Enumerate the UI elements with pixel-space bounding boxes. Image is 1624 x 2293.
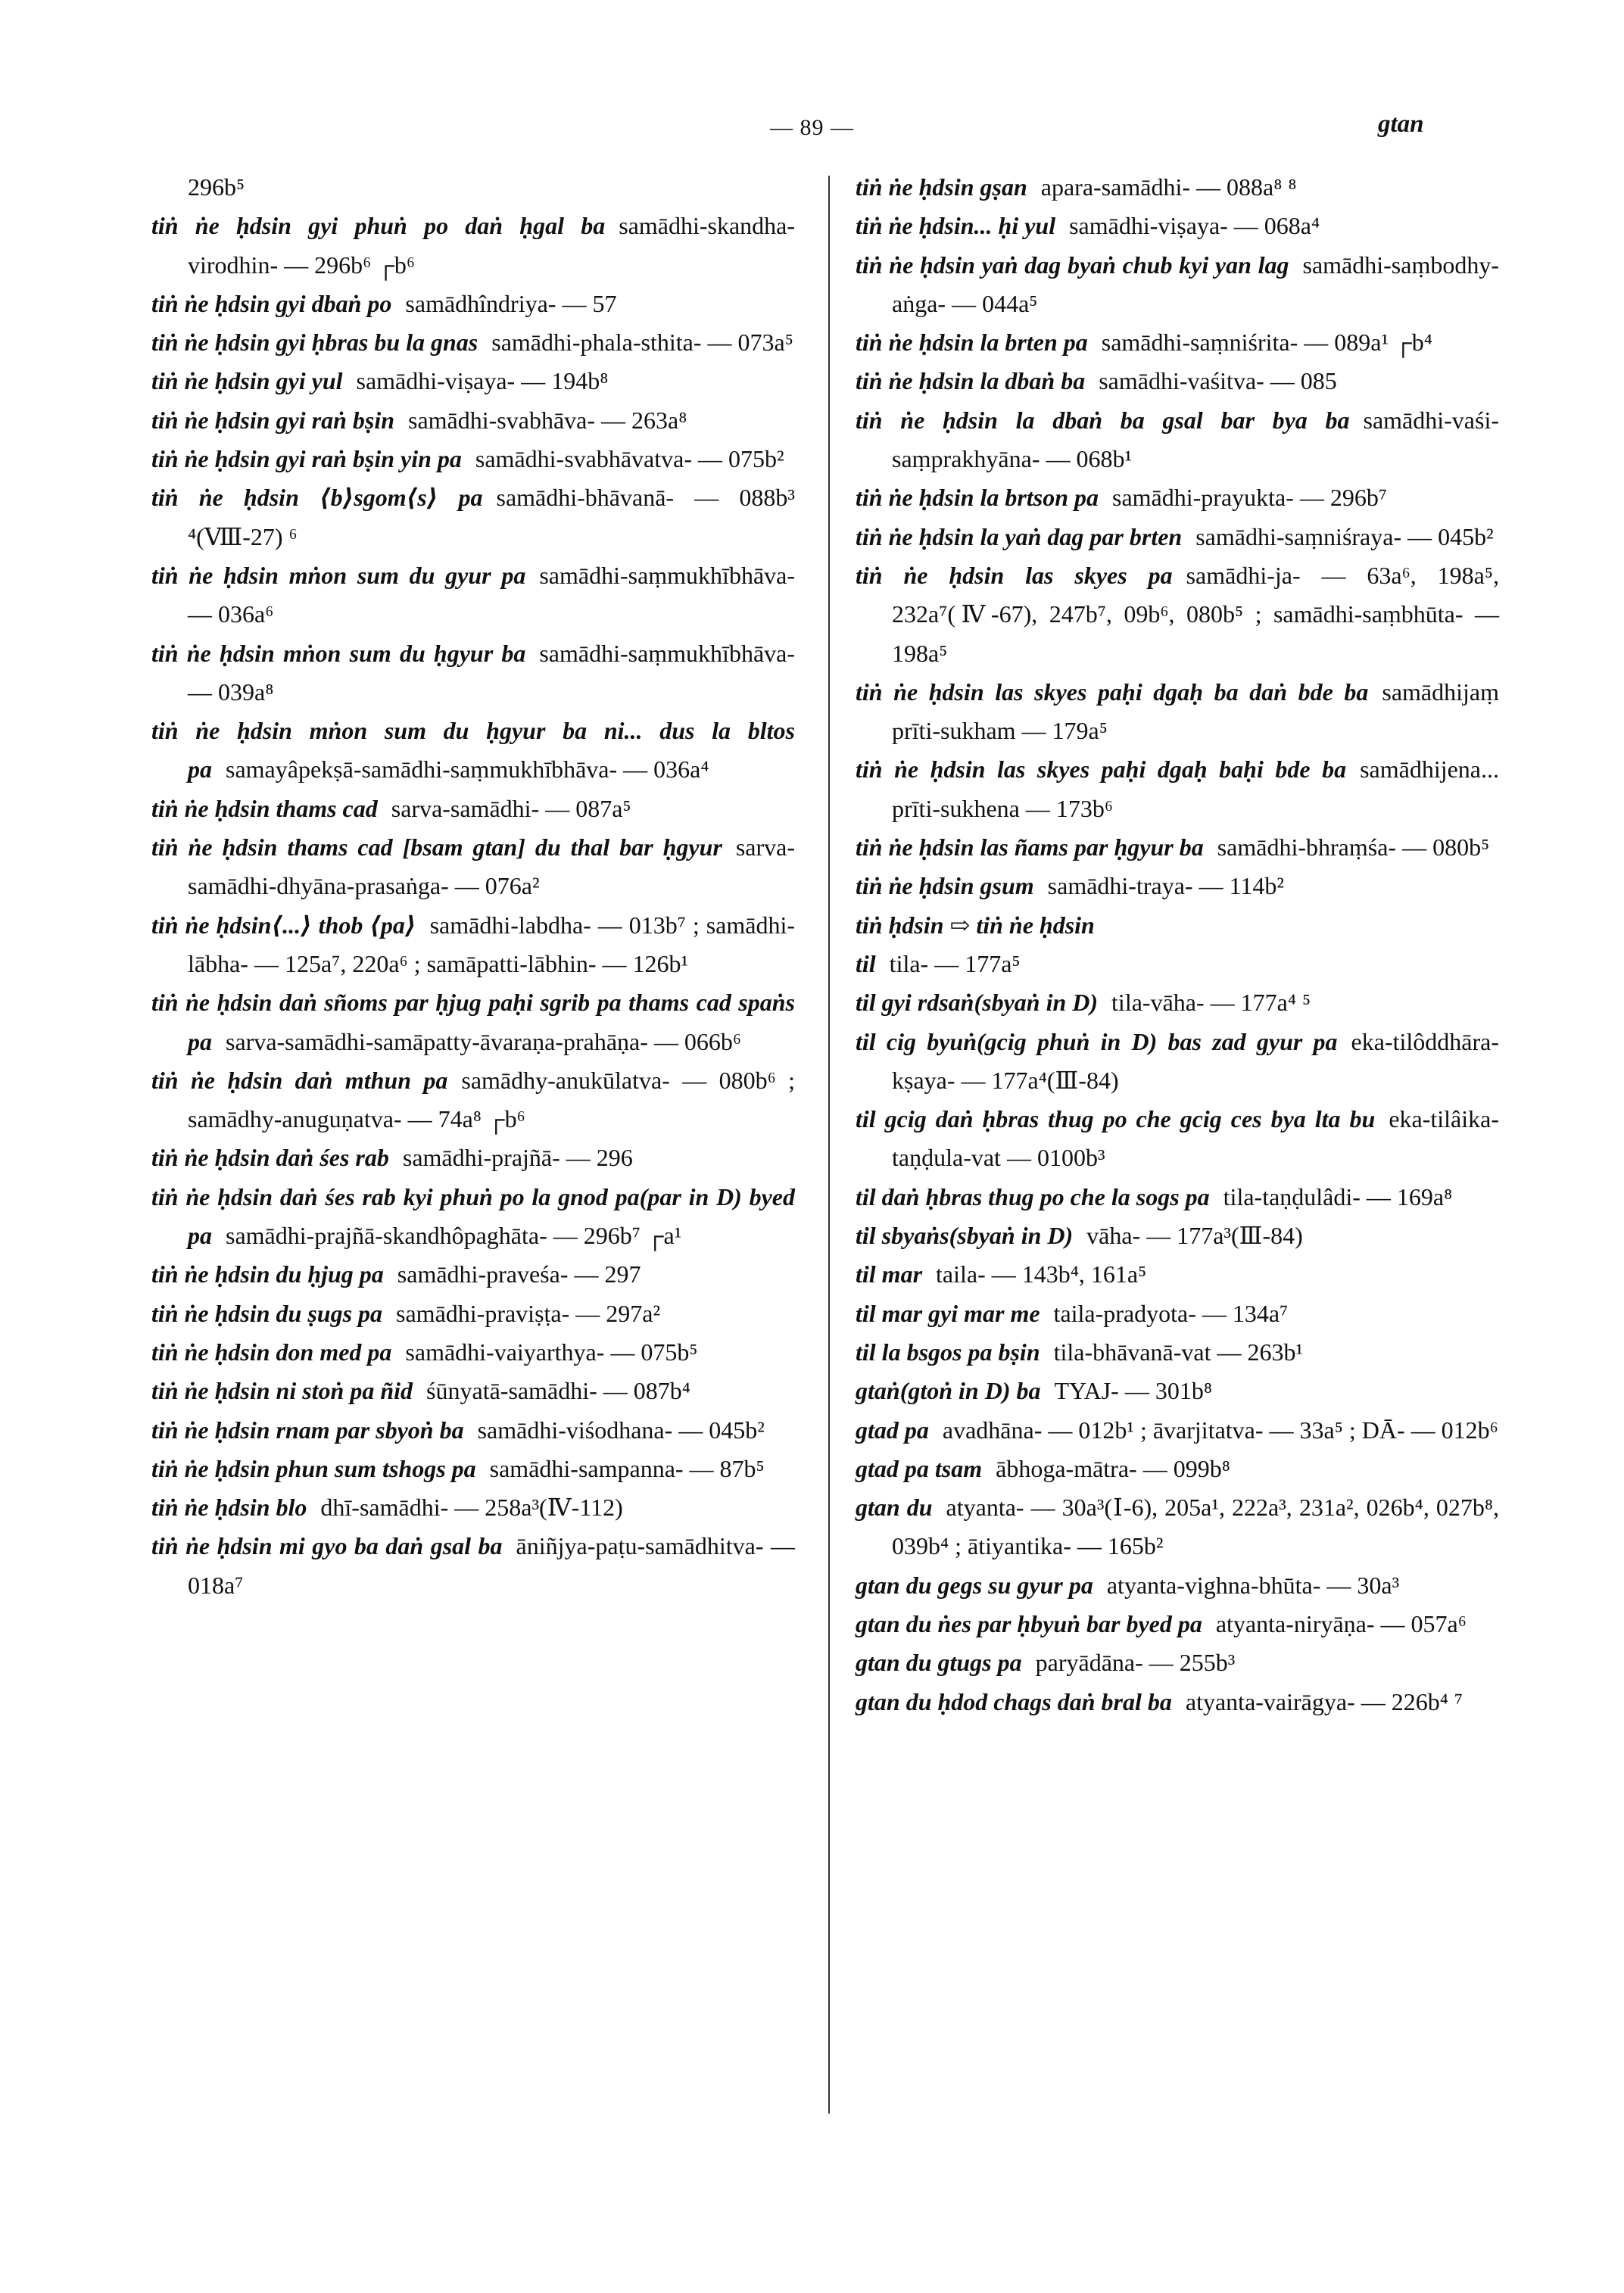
entry-headword: tiṅ ṅe ḥdsin ⟨b⟩sgom⟨s⟩ pa [151, 484, 483, 512]
entry-definition: tila-bhāvanā-vat — 263b¹ [1053, 1338, 1304, 1366]
entry-definition: taila- — 143b⁴, 161a⁵ [936, 1260, 1147, 1288]
entry-headword: gtan du gegs su gyur pa [856, 1571, 1093, 1599]
entry-headword: til cig byuṅ(gcig phuṅ in D) bas zad gyur pa [856, 1027, 1338, 1055]
dictionary-entry [856, 1683, 1499, 1721]
dictionary-entry [856, 1294, 1499, 1333]
entry-headword: tiṅ ṅe ḥdsin mi gyo ba daṅ gsal ba [151, 1532, 503, 1560]
entry-definition: samādhi-svabhāvatva- — 075b² [475, 445, 784, 473]
entry-definition: samādhi-praviṣṭa- — 297a² [396, 1299, 661, 1327]
dictionary-entry [856, 867, 1499, 905]
dictionary-entry [151, 634, 795, 712]
dictionary-entry [151, 1294, 795, 1333]
entry-headword: tiṅ ṅe ḥdsin gyi raṅ bṣin [151, 406, 394, 434]
entry-headword: gtad pa [856, 1416, 929, 1444]
dictionary-entry [151, 362, 795, 400]
entry-definition: samādhi-vaśi-saṃprakhyāna- — 068b¹ [892, 406, 1499, 473]
entry-headword: tiṅ ṅe ḥdsin daṅ mthun pa [151, 1066, 448, 1094]
entry-definition: taila-pradyota- — 134a⁷ [1053, 1299, 1289, 1327]
entry-headword: tiṅ ṅe ḥdsin daṅ śes rab [151, 1144, 389, 1172]
dictionary-entry [151, 401, 795, 440]
dictionary-entry [856, 1643, 1499, 1682]
dictionary-entry [151, 556, 795, 634]
entry-definition: atyanta-vairāgya- — 226b⁴ ⁷ [1185, 1687, 1463, 1715]
entry-headword: tiṅ ṅe ḥdsin don med pa [151, 1338, 392, 1366]
page-number: — 89 — [770, 115, 854, 140]
entry-definition: samādhi-skandha-virodhin- — 296b⁶ ┌b⁶ [188, 212, 795, 279]
dictionary-entry [151, 1139, 795, 1177]
dictionary-entry [856, 1023, 1499, 1101]
entry-definition: sarva-samādhi-dhyāna-prasaṅga- — 076a² [188, 833, 795, 900]
entry-definition: TYAJ- — 301b⁸ [1054, 1377, 1212, 1405]
entry-definition: samādhi-saṃniśrita- — 089a¹ ┌b⁴ [1101, 329, 1432, 357]
dictionary-entry [151, 790, 795, 828]
entry-headword: tiṅ ṅe ḥdsin la brtson pa [856, 484, 1099, 512]
entry-headword: tiṅ ṅe ḥdsin du ḥjug pa [151, 1260, 384, 1288]
dictionary-entry [151, 906, 795, 984]
entry-headword: tiṅ ṅe ḥdsin daṅ sñoms par ḥjug paḥi sgrib pa thams cad spaṅs pa [151, 989, 795, 1055]
entry-definition: samādhi-vaśitva- — 085 [1099, 367, 1337, 395]
entry-headword: gtan du [856, 1494, 933, 1522]
dictionary-entry [856, 1100, 1499, 1178]
entry-headword: tiṅ ṅe ḥdsin mṅon sum du ḥgyur ba ni... dus la bltos pa [151, 717, 795, 784]
entry-definition: samādhi-saṃmukhībhāva- — 036a⁶ [188, 561, 795, 628]
entry-definition: sarva-samādhi- — 087a⁵ [391, 794, 631, 822]
dictionary-entry [151, 207, 795, 285]
dictionary-entry [856, 1255, 1499, 1294]
entry-definition: samādhi-prayukta- — 296b⁷ [1112, 484, 1388, 512]
entry-definition: vāha- — 177a³(Ⅲ-84) [1086, 1222, 1303, 1250]
entry-definition: samādhi-saṃniśraya- — 045b² [1195, 522, 1494, 550]
entry-headword: tiṅ ṅe ḥdsin ni stoṅ pa ñid [151, 1377, 413, 1405]
entry-definition: 296b⁵ [188, 173, 245, 201]
entry-definition: apara-samādhi- — 088a⁸ ⁸ [1040, 173, 1297, 201]
dictionary-entry [856, 556, 1499, 673]
entry-headword: til gyi rdsaṅ(sbyaṅ in D) [856, 989, 1099, 1017]
dictionary-entry [151, 828, 795, 906]
entry-definition: samādhi-praveśa- — 297 [397, 1260, 641, 1288]
entry-definition: samādhi-viṣaya- — 194b⁸ [356, 367, 609, 395]
entry-headword: tiṅ ṅe ḥdsin la brten pa [856, 329, 1088, 357]
entry-definition: tila-taṇḍulâdi- — 169a⁸ [1223, 1182, 1453, 1210]
dictionary-entry [856, 1566, 1499, 1605]
entry-headword: tiṅ ṅe ḥdsin mṅon sum du gyur pa [151, 561, 526, 589]
dictionary-entry [151, 168, 795, 207]
entry-definition: dhī-samādhi- — 258a³(Ⅳ-112) [320, 1494, 623, 1522]
entry-definition: eka-tilâika-taṇḍula-vat — 0100b³ [892, 1105, 1499, 1172]
dictionary-entry [151, 1488, 795, 1527]
dictionary-entry [856, 906, 1499, 945]
dictionary-entry [151, 1333, 795, 1372]
entry-definition: samayâpekṣā-samādhi-saṃmukhībhāva- — 036a⁴ [226, 756, 709, 784]
entry-definition: samādhîndriya- — 57 [405, 289, 617, 317]
entry-definition: samādhi-viṣaya- — 068a⁴ [1069, 212, 1320, 240]
dictionary-entry [856, 1450, 1499, 1488]
entry-headword: tiṅ ḥdsin ⇨ tiṅ ṅe ḥdsin [856, 911, 1095, 939]
dictionary-entry [151, 1527, 795, 1605]
dictionary-entry [151, 440, 795, 478]
entry-definition: atyanta-niryāṇa- — 057a⁶ [1215, 1609, 1467, 1637]
entry-headword: tiṅ ṅe ḥdsin⟨...⟩ thob ⟨pa⟩ [151, 911, 416, 939]
entry-headword: tiṅ ṅe ḥdsin la yaṅ dag par brten [856, 522, 1183, 550]
column-divider [828, 176, 830, 2114]
dictionary-entry [151, 983, 795, 1061]
dictionary-entry [856, 1488, 1499, 1566]
entry-definition: samādhijena... prīti-sukhena — 173b⁶ [892, 756, 1499, 822]
dictionary-entry [151, 1450, 795, 1488]
entry-headword: tiṅ ṅe ḥdsin gyi ḥbras bu la gnas [151, 329, 478, 357]
dictionary-entry [151, 1372, 795, 1410]
entry-headword: tiṅ ṅe ḥdsin las skyes paḥi dgaḥ ba daṅ bde ba [856, 678, 1369, 706]
entry-headword: tiṅ ṅe ḥdsin daṅ śes rab kyi phuṅ po la gnod pa(par in D) byed pa [151, 1182, 795, 1250]
running-head: gtan [1378, 111, 1424, 138]
entry-headword: gtaṅ(gtoṅ in D) ba [856, 1377, 1041, 1405]
entry-headword: til sbyaṅs(sbyaṅ in D) [856, 1222, 1074, 1250]
left-column [151, 168, 795, 1605]
entry-headword: gtan du gtugs pa [856, 1649, 1022, 1677]
entry-headword: tiṅ ṅe ḥdsin la dbaṅ ba gsal bar bya ba [856, 406, 1350, 434]
dictionary-entry [856, 362, 1499, 400]
dictionary-entry [856, 207, 1499, 245]
dictionary-entry [151, 1255, 795, 1294]
dictionary-entry [856, 983, 1499, 1022]
dictionary-entry [856, 401, 1499, 479]
entry-definition: samādhi-prajñā- — 296 [402, 1144, 633, 1172]
entry-definition: tila- — 177a⁵ [889, 949, 1021, 977]
dictionary-entry [856, 518, 1499, 556]
entry-headword: tiṅ ṅe ḥdsin yaṅ dag byaṅ chub kyi yan lag [856, 251, 1289, 279]
dictionary-entry [856, 1178, 1499, 1217]
entry-headword: tiṅ ṅe ḥdsin las skyes paḥi dgaḥ baḥi bde ba [856, 756, 1347, 784]
dictionary-entry [856, 750, 1499, 828]
entry-headword: tiṅ ṅe ḥdsin gyi raṅ bṣin yin pa [151, 445, 462, 473]
dictionary-entry [856, 673, 1499, 751]
entry-headword: tiṅ ṅe ḥdsin gyi yul [151, 367, 343, 395]
entry-headword: tiṅ ṅe ḥdsin rnam par sbyoṅ ba [151, 1416, 464, 1444]
entry-headword: tiṅ ṅe ḥdsin gyi dbaṅ po [151, 289, 392, 317]
dictionary-entry [151, 285, 795, 323]
entry-definition: samādhi-saṃmukhībhāva- — 039a⁸ [188, 639, 795, 706]
entry-definition: ābhoga-mātra- — 099b⁸ [996, 1454, 1230, 1482]
dictionary-entry [856, 323, 1499, 362]
entry-definition: samādhy-anukūlatva- — 080b⁶ ; samādhy-anuguṇatva- — 74a⁸ ┌b⁶ [188, 1066, 796, 1133]
dictionary-entry [151, 478, 795, 556]
entry-definition: sarva-samādhi-samāpatty-āvaraṇa-prahāṇa- — 066b⁶ [226, 1027, 742, 1055]
entry-headword: tiṅ ṅe ḥdsin las ñams par ḥgyur ba [856, 833, 1204, 861]
dictionary-entry [856, 478, 1499, 517]
entry-headword: tiṅ ṅe ḥdsin mṅon sum du ḥgyur ba [151, 639, 526, 667]
dictionary-entry [151, 1411, 795, 1450]
entry-definition: samādhi-phala-sthita- — 073a⁵ [491, 329, 793, 357]
entry-definition: samādhi-vaiyarthya- — 075b⁵ [405, 1338, 698, 1366]
entry-definition: samādhi-ja- — 63a⁶, 198a⁵, 232a⁷(Ⅳ-67), 247b⁷, 09b⁶, 080b⁵ ; samādhi-saṃbhūta- — 198a⁵ [892, 561, 1500, 667]
dictionary-entry [856, 1217, 1499, 1255]
entry-definition: samādhi-svabhāva- — 263a⁸ [408, 406, 687, 434]
entry-headword: tiṅ ṅe ḥdsin blo [151, 1494, 307, 1522]
entry-headword: tiṅ ṅe ḥdsin thams cad [151, 794, 378, 822]
entry-definition: samādhi-saṃbodhy-aṅga- — 044a⁵ [892, 251, 1499, 317]
entry-definition: samādhi-prajñā-skandhôpaghāta- — 296b⁷ ┌a¹ [226, 1222, 682, 1250]
entry-headword: til la bsgos pa bṣin [856, 1338, 1040, 1366]
dictionary-entry [856, 1372, 1499, 1410]
entry-headword: tiṅ ṅe ḥdsin du ṣugs pa [151, 1299, 383, 1327]
entry-definition: samādhi-traya- — 114b² [1047, 872, 1284, 900]
dictionary-entry [856, 246, 1499, 324]
entry-headword: til gcig daṅ ḥbras thug po che gcig ces bya lta bu [856, 1105, 1376, 1133]
entry-definition: tila-vāha- — 177a⁴ ⁵ [1111, 989, 1311, 1017]
entry-headword: gtan du ṅes par ḥbyuṅ bar byed pa [856, 1609, 1202, 1637]
entry-definition: samādhi-bhraṃśa- — 080b⁵ [1217, 833, 1490, 861]
entry-headword: tiṅ ṅe ḥdsin gṣan [856, 173, 1027, 201]
entry-headword: til [856, 949, 876, 977]
entry-definition: samādhi-viśodhana- — 045b² [477, 1416, 765, 1444]
entry-headword: tiṅ ṅe ḥdsin thams cad [bsam gtan] du thal bar ḥgyur [151, 833, 722, 861]
entry-headword: gtad pa tsam [856, 1454, 983, 1482]
entry-definition: paryādāna- — 255b³ [1035, 1649, 1236, 1677]
entry-headword: tiṅ ṅe ḥdsin las skyes pa [856, 561, 1173, 589]
entry-definition: samādhi-bhāvanā- — 088b³ ⁴(Ⅷ-27) ⁶ [188, 484, 795, 550]
entry-definition: samādhi-labdha- — 013b⁷ ; samādhi-lābha- — 125a⁷, 220a⁶ ; samāpatti-lābhin- — 126b¹ [188, 911, 796, 977]
entry-headword: gtan du ḥdod chags daṅ bral ba [856, 1687, 1172, 1715]
dictionary-entry [151, 1061, 795, 1139]
right-column [856, 168, 1499, 1721]
entry-definition: samādhijaṃ prīti-sukham — 179a⁵ [892, 678, 1499, 745]
entry-headword: tiṅ ṅe ḥdsin phun sum tshogs pa [151, 1454, 476, 1482]
entry-definition: eka-tilôddhāra-kṣaya- — 177a⁴(Ⅲ-84) [892, 1027, 1499, 1094]
dictionary-entry [151, 323, 795, 362]
entry-headword: tiṅ ṅe ḥdsin la dbaṅ ba [856, 367, 1086, 395]
dictionary-entry [856, 168, 1499, 207]
entry-definition: āniñjya-paṭu-samādhitva- — 018a⁷ [188, 1532, 796, 1599]
entry-headword: tiṅ ṅe ḥdsin... ḥi yul [856, 212, 1056, 240]
dictionary-entry [856, 1605, 1499, 1643]
entry-definition: atyanta-vighna-bhūta- — 30a³ [1106, 1571, 1400, 1599]
entry-definition: śūnyatā-samādhi- — 087b⁴ [426, 1377, 690, 1405]
entry-definition: samādhi-sampanna- — 87b⁵ [489, 1454, 765, 1482]
entry-headword: tiṅ ṅe ḥdsin gsum [856, 872, 1034, 900]
dictionary-entry [856, 1411, 1499, 1450]
entry-headword: til daṅ ḥbras thug po che la sogs pa [856, 1182, 1210, 1210]
entry-headword: til mar [856, 1260, 923, 1288]
dictionary-entry [856, 828, 1499, 867]
dictionary-entry [856, 945, 1499, 983]
entry-definition: atyanta- — 30a³(Ⅰ-6), 205a¹, 222a³, 231a², 026b⁴, 027b⁸, 039b⁴ ; ātiyantika- — 165b² [892, 1494, 1500, 1560]
entry-headword: til mar gyi mar me [856, 1299, 1040, 1327]
dictionary-entry [151, 712, 795, 790]
dictionary-entry [856, 1333, 1499, 1372]
dictionary-entry [151, 1178, 795, 1256]
entry-definition: avadhāna- — 012b¹ ; āvarjitatva- — 33a⁵ ; DĀ- — 012b⁶ [942, 1416, 1498, 1444]
entry-headword: tiṅ ṅe ḥdsin gyi phuṅ po daṅ ḥgal ba [151, 212, 606, 240]
